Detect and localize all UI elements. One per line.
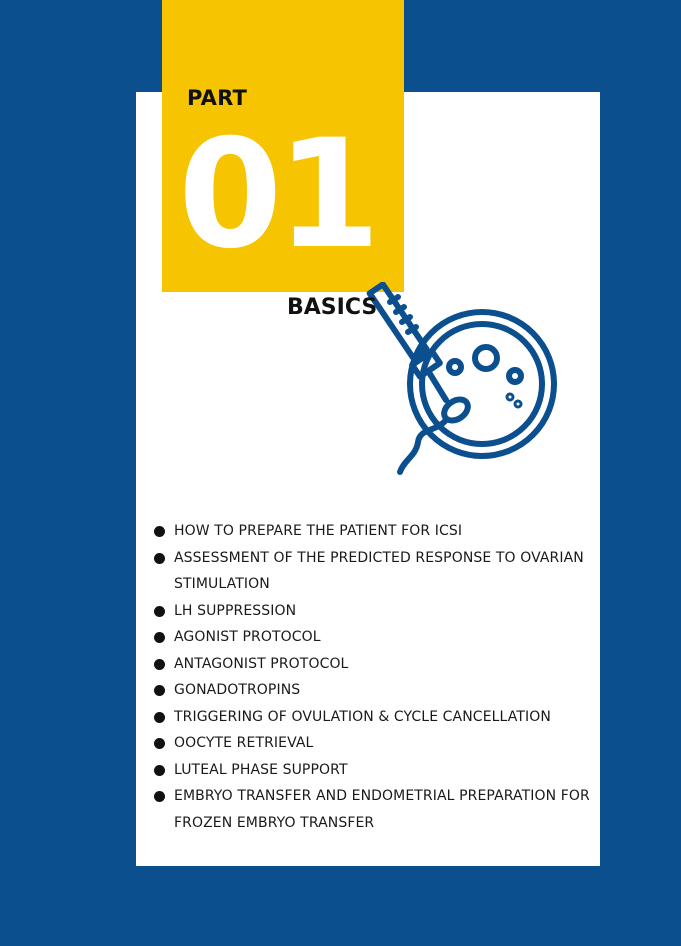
bullet-icon xyxy=(154,606,165,617)
bullet-icon xyxy=(154,553,165,564)
topic-item xyxy=(154,598,590,625)
topic-item xyxy=(154,651,590,678)
bullet-icon xyxy=(154,791,165,802)
topic-item xyxy=(154,757,590,784)
topic-list xyxy=(154,518,590,836)
bullet-icon xyxy=(154,526,165,537)
topic-text: ANTAGONIST PROTOCOL xyxy=(174,655,349,672)
topic-text: OOCYTE RETRIEVAL xyxy=(174,735,314,751)
pipette-petri-dish-sperm-icon xyxy=(360,282,570,482)
topic-text: LH SUPPRESSION xyxy=(174,602,297,619)
bullet-icon xyxy=(154,765,165,776)
topic-item xyxy=(154,545,590,598)
topic-item xyxy=(154,624,590,651)
topic-item xyxy=(154,783,590,836)
bullet-icon xyxy=(154,659,165,670)
topic-text: LUTEAL PHASE SUPPORT xyxy=(174,761,348,778)
topic-text: GONADOTROPINS xyxy=(174,682,301,698)
bullet-icon xyxy=(154,685,165,696)
topic-item xyxy=(154,730,590,757)
bullet-icon xyxy=(154,712,165,723)
topic-item xyxy=(154,677,590,704)
topic-text: EMBRYO TRANSFER AND ENDOMETRIAL PREPARATION FOR FROZEN EMBRYO TRANSFER xyxy=(174,788,590,831)
part-label: PART xyxy=(187,86,248,110)
topic-item xyxy=(154,518,590,545)
topic-text: HOW TO PREPARE THE PATIENT FOR ICSI xyxy=(174,523,463,539)
bullet-icon xyxy=(154,738,165,749)
section-title: BASICS xyxy=(287,295,378,320)
topic-text: AGONIST PROTOCOL xyxy=(174,629,321,645)
topic-text: ASSESSMENT OF THE PREDICTED RESPONSE TO OVARIAN STIMULATION xyxy=(174,549,584,592)
topic-item xyxy=(154,704,590,731)
part-number: 01 xyxy=(178,108,375,282)
bullet-icon xyxy=(154,632,165,643)
topic-text: TRIGGERING OF OVULATION & CYCLE CANCELLATION xyxy=(174,708,551,725)
